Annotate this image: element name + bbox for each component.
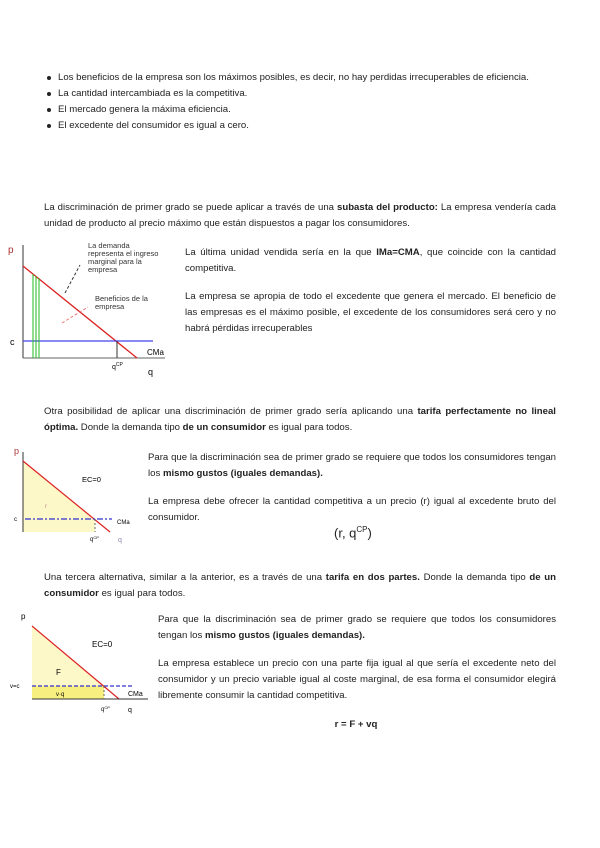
cma-label: CMa — [128, 691, 143, 698]
qcp-label: $q^{CP}$ — [101, 705, 110, 713]
paragraph-two-part-tariff: Una tercera alternativa, similar a la anterior, es a través de una tarifa en dos partes. Donde la demanda tipo de un consumidor es igual para todos. — [44, 572, 556, 599]
q-label: q — [128, 707, 132, 714]
variable-area — [32, 686, 104, 699]
f-label: F — [56, 668, 61, 677]
paragraph: La empresa establece un precio con una parte fija igual al que sería el excedente neto del consumidor y un precio variable igual al coste marginal, de esa forma el consumidor elegirá libremente consumir la cantidad competitiva. — [158, 658, 556, 701]
paragraph: La empresa se apropia de todo el excedente que genera el mercado. El beneficio de las empresas es el máximo posible, el excedente de los consumidores será cero y no habrá pérdidas irrecuperables — [185, 291, 556, 334]
surplus-area — [23, 461, 95, 532]
paragraph-first-degree — [44, 200, 556, 232]
figure-two-part-tariff — [0, 605, 155, 720]
text: La empresa vendería cada unidad de producto al precio máximo que están dispuestos a pagar los consumidores. — [44, 202, 556, 229]
right-text-2 — [148, 450, 556, 526]
bold-text: subasta del producto: — [337, 202, 438, 213]
bullet-item: El excedente del consumidor es igual a cero. — [44, 118, 556, 134]
c-label: c — [14, 517, 17, 523]
demand-note: La demanda representa el ingreso marginal para la empresa — [88, 241, 159, 274]
p-label: p — [8, 245, 14, 256]
ec-label: EC=0 — [82, 475, 101, 484]
vq-label: v·q — [56, 692, 65, 698]
bullet-list — [44, 70, 556, 134]
paragraph: Para que la discriminación sea de primer grado se requiere que todos los consumidores tengan los mismo gustos (iguales demandas). — [158, 614, 556, 641]
bullet-item: Los beneficios de la empresa son los máximos posibles, es decir, no hay perdidas irrecuperables de eficiencia. — [44, 70, 556, 86]
text: La discriminación de primer grado se puede aplicar a través de una — [44, 202, 337, 213]
right-text-1 — [185, 245, 556, 337]
p-label: p — [14, 446, 20, 456]
profit-note: Beneficios de la empresa — [95, 294, 148, 311]
paragraph: La última unidad vendida sería en la que IMa=CMA, que coincide con la cantidad competitiva. — [185, 247, 556, 274]
q-label: q — [148, 367, 154, 377]
formula-r-qcp: (r, $q^{CP}$) — [334, 525, 372, 541]
bullet-item: El mercado genera la máxima eficiencia. — [44, 102, 556, 118]
right-text-3 — [158, 612, 556, 704]
qcp-label: $q^{CP}$ — [112, 362, 123, 371]
bullet-item: La cantidad intercambiada es la competitiva. — [44, 86, 556, 102]
paragraph: Para que la discriminación sea de primer grado se requiere que todos los consumidores tengan los mismo gustos (iguales demandas). — [148, 452, 556, 479]
paragraph: La empresa debe ofrecer la cantidad competitiva a un precio (r) igual al excedente bruto del consumidor. — [148, 496, 556, 523]
r-label: r — [45, 504, 47, 510]
annotation-arrow — [65, 265, 80, 293]
figure-nonlinear-tariff — [0, 440, 145, 550]
figure-auction-diagram — [0, 235, 180, 385]
cma-label: CMa — [117, 520, 130, 526]
paragraph-nonlinear-tariff: Otra posibilidad de aplicar una discriminación de primer grado sería aplicando una tarifa perfectamente no lineal óptima. Donde la demanda tipo de un consumidor es igual para todos. — [44, 406, 556, 433]
formula-two-part: r = F + vq — [334, 719, 378, 730]
qcp-label: $q^{CP}$ — [90, 535, 99, 543]
cma-label: CMa — [147, 348, 164, 357]
vc-label: v=c — [10, 684, 20, 690]
p-label: p — [21, 612, 26, 621]
q-label: q — [118, 537, 122, 544]
ec-label: EC=0 — [92, 640, 113, 649]
c-label: c — [10, 337, 15, 347]
